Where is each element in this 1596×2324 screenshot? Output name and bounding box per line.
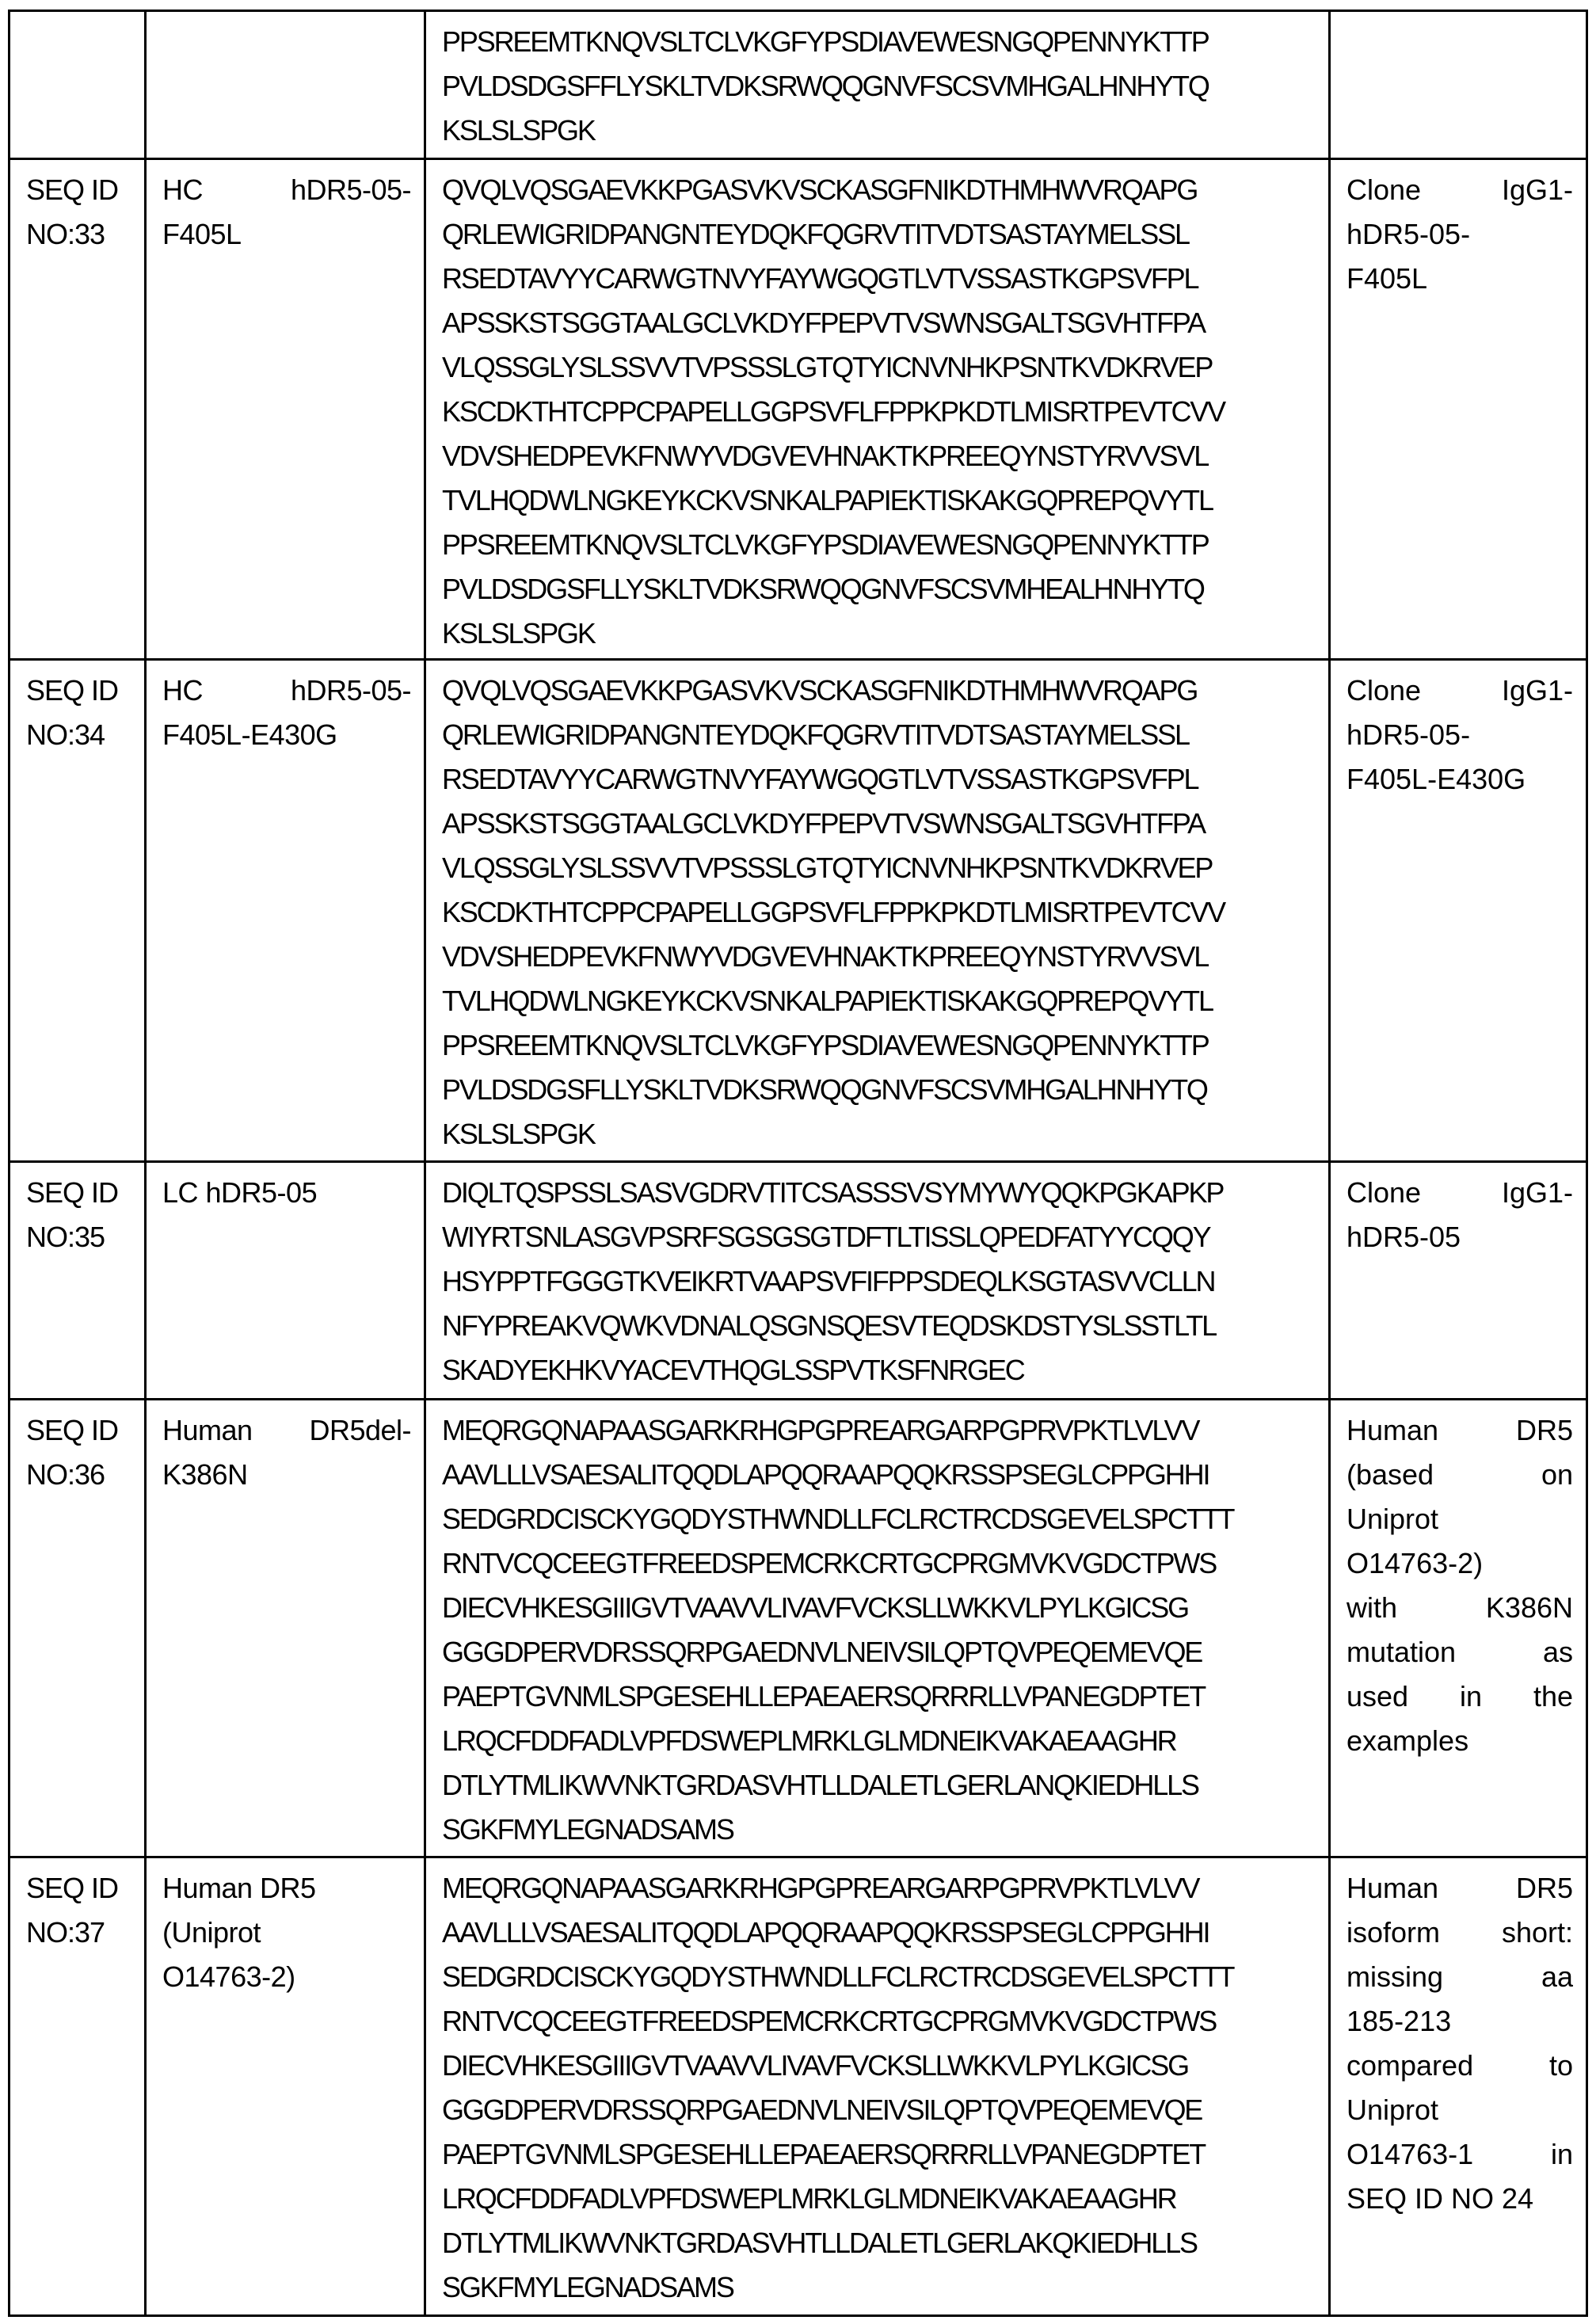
description-word: Clone	[1347, 1176, 1422, 1209]
sequence-line: KSLSLSPGK	[442, 617, 595, 650]
seq-id-cell	[10, 1857, 146, 2316]
seq-id-line: NO:36	[26, 1458, 105, 1491]
description-word: IgG1-	[1501, 674, 1573, 707]
seq-id-cell	[10, 1162, 146, 1400]
name-word: LC hDR5-05	[162, 1176, 318, 1209]
sequence-line: RSEDTAVYYCARWGTNVYFAYWGQGTLVTVSSASTKGPSVFPL	[442, 262, 1198, 295]
name-word: hDR5-05-	[290, 173, 411, 206]
amino-acid-sequence-cell	[425, 1857, 1330, 2316]
description-cell	[1330, 1162, 1587, 1400]
description-line	[1347, 713, 1573, 757]
sequence-line: APSSKSTSGGTAALGCLVKDYFPEPVTVSWNSGALTSGVHTFPA	[442, 807, 1205, 840]
sequence-line: VDVSHEDPEVKFNWYVDGVEVHNAKTKPREEQYNSTYRVVSVL	[442, 440, 1209, 472]
description-word: on	[1541, 1458, 1573, 1491]
amino-acid-sequence-cell	[425, 11, 1330, 159]
amino-acid-sequence-cell	[425, 660, 1330, 1162]
sequence-line: SGKFMYLEGNADSAMS	[442, 2271, 733, 2303]
name-line	[162, 212, 411, 257]
sequence-line: DIECVHKESGIIIGVTVAAVVLIVAVFVCKSLLWKKVLPYLKGICSG	[442, 1591, 1188, 1624]
sequence-table-body	[10, 11, 1587, 2316]
sequence-line: RSEDTAVYYCARWGTNVYFAYWGQGTLVTVSSASTKGPSVFPL	[442, 763, 1198, 795]
description-word: Clone	[1347, 674, 1422, 707]
description-word: missing	[1347, 1960, 1444, 1993]
description-word: compared	[1347, 2049, 1474, 2082]
name-line	[162, 1911, 411, 1955]
sequence-name-cell	[146, 1162, 425, 1400]
description-word: used	[1347, 1680, 1409, 1713]
table-row	[10, 1162, 1587, 1400]
sequence-line: WIYRTSNLASGVPSRFSGSGSGTDFTLTISSLQPEDFATYYCQQY	[442, 1221, 1210, 1253]
description-cell	[1330, 159, 1587, 660]
sequence-line: TVLHQDWLNGKEYKCKVSNKALPAPIEKTISKAKGQPREPQVYTL	[442, 985, 1213, 1017]
seq-id-line: NO:35	[26, 1221, 105, 1253]
description-word: with	[1347, 1591, 1398, 1624]
sequence-line: HSYPPTFGGGTKVEIKRTVAAPSVFIFPPSDEQLKSGTASVVCLLN	[442, 1265, 1215, 1297]
description-word: Human	[1347, 1414, 1439, 1446]
description-cell	[1330, 1857, 1587, 2316]
description-word: Human	[1347, 1872, 1439, 1904]
description-line	[1347, 1911, 1573, 1955]
description-line	[1347, 2177, 1573, 2221]
sequence-line: KSLSLSPGK	[442, 114, 595, 147]
seq-id-cell	[10, 11, 146, 159]
description-word: IgG1-	[1501, 1176, 1573, 1209]
sequence-line: SKADYEKHKVYACEVTHQGLSSPVTKSFNRGEC	[442, 1354, 1024, 1386]
description-word: mutation	[1347, 1636, 1457, 1668]
sequence-line: SEDGRDCISCKYGQDYSTHWNDLLFCLRCTRCDSGEVELSPCTTT	[442, 1960, 1234, 1993]
seq-id-line: SEQ ID	[26, 674, 119, 707]
name-line	[162, 1866, 411, 1911]
description-line	[1347, 257, 1573, 301]
description-line	[1347, 1955, 1573, 1999]
name-word: hDR5-05-	[290, 674, 411, 707]
description-line	[1347, 1541, 1573, 1586]
description-line	[1347, 1453, 1573, 1497]
name-word: HC	[162, 674, 203, 707]
description-word: the	[1533, 1680, 1573, 1713]
name-word: (Uniprot	[162, 1916, 261, 1949]
sequence-line: QVQLVQSGAEVKKPGASVKVSCKASGFNIKDTHMHWVRQAPG	[442, 173, 1198, 206]
sequence-line: SEDGRDCISCKYGQDYSTHWNDLLFCLRCTRCDSGEVELSPCTTT	[442, 1503, 1234, 1535]
sequence-line: MEQRGQNAPAASGARKRHGPGPREARGARPGPRVPKTLVLVV	[442, 1872, 1199, 1904]
description-cell	[1330, 11, 1587, 159]
description-line	[1347, 1999, 1573, 2044]
sequence-name-cell	[146, 1400, 425, 1857]
seq-id-line: NO:33	[26, 218, 105, 250]
description-line	[1347, 1497, 1573, 1541]
sequence-line: QRLEWIGRIDPANGNTEYDQKFQGRVTITVDTSASTAYMELSSL	[442, 218, 1189, 250]
seq-id-cell	[10, 1400, 146, 1857]
description-word: F405L-E430G	[1347, 763, 1526, 795]
name-line	[162, 168, 411, 212]
sequence-line: DTLYTMLIKWVNKTGRDASVHTLLDALETLGERLANQKIEDHLLS	[442, 1769, 1198, 1801]
sequence-line: PPSREEMTKNQVSLTCLVKGFYPSDIAVEWESNGQPENNYKTTP	[442, 25, 1209, 58]
sequence-name-cell	[146, 1857, 425, 2316]
description-word: IgG1-	[1501, 173, 1573, 206]
name-word: Human	[162, 1414, 253, 1446]
sequence-line: RNTVCQCEEGTFREEDSPEMCRKCRTGCPRGMVKVGDCTPWS	[442, 1547, 1217, 1579]
description-line	[1347, 669, 1573, 713]
description-word: hDR5-05-	[1347, 218, 1471, 250]
description-word: aa	[1541, 1960, 1573, 1993]
sequence-line: PVLDSDGSFFLYSKLTVDKSRWQQGNVFSCSVMHGALHNHYTQ	[442, 70, 1209, 102]
description-word: as	[1542, 1636, 1573, 1668]
name-line	[162, 1955, 411, 1999]
description-word: Uniprot	[1347, 2094, 1439, 2126]
description-cell	[1330, 660, 1587, 1162]
sequence-line: LRQCFDDFADLVPFDSWEPLMRKLGLMDNEIKVAKAEAAGHR	[442, 1724, 1176, 1757]
sequence-line: QRLEWIGRIDPANGNTEYDQKFQGRVTITVDTSASTAYMELSSL	[442, 718, 1189, 751]
name-line	[162, 713, 411, 757]
description-word: examples	[1347, 1724, 1469, 1757]
amino-acid-sequence-cell	[425, 1162, 1330, 1400]
description-word: in	[1550, 2138, 1573, 2170]
seq-id-cell	[10, 660, 146, 1162]
name-word: HC	[162, 173, 203, 206]
description-word: O14763-2)	[1347, 1547, 1484, 1579]
description-word: in	[1460, 1680, 1483, 1713]
description-line	[1347, 168, 1573, 212]
sequence-line: VLQSSGLYSLSSVVTVPSSSLGTQTYICNVNHKPSNTKVDKRVEP	[442, 351, 1213, 383]
name-line	[162, 1171, 411, 1215]
name-word: K386N	[162, 1458, 248, 1491]
sequence-name-cell	[146, 159, 425, 660]
sequence-line: DIECVHKESGIIIGVTVAAVVLIVAVFVCKSLLWKKVLPYLKGICSG	[442, 2049, 1188, 2082]
sequence-line: KSCDKTHTCPPCPAPELLGGPSVFLFPPKPKDTLMISRTPEVTCVV	[442, 395, 1225, 428]
description-word: isoform	[1347, 1916, 1441, 1949]
sequence-line: RNTVCQCEEGTFREEDSPEMCRKCRTGCPRGMVKVGDCTPWS	[442, 2005, 1217, 2037]
sequence-name-cell	[146, 660, 425, 1162]
description-line	[1347, 1719, 1573, 1763]
name-word: DR5del-	[309, 1414, 411, 1446]
description-line	[1347, 1630, 1573, 1674]
seq-id-line: SEQ ID	[26, 1176, 119, 1209]
table-row	[10, 660, 1587, 1162]
description-line	[1347, 1215, 1573, 1259]
description-line	[1347, 1586, 1573, 1630]
sequence-line: AAVLLLVSAESALITQQDLAPQQRAAPQQKRSSPSEGLCPPGHHI	[442, 1916, 1209, 1949]
seq-id-line: SEQ ID	[26, 1872, 119, 1904]
seq-id-line: SEQ ID	[26, 1414, 119, 1446]
sequence-line: DTLYTMLIKWVNKTGRDASVHTLLDALETLGERLAKQKIEDHLLS	[442, 2227, 1197, 2259]
seq-id-cell	[10, 159, 146, 660]
description-word: to	[1548, 2049, 1573, 2082]
sequence-line: PPSREEMTKNQVSLTCLVKGFYPSDIAVEWESNGQPENNYKTTP	[442, 1029, 1209, 1061]
table-row	[10, 159, 1587, 660]
description-word: SEQ ID NO 24	[1347, 2182, 1534, 2215]
table-row	[10, 1857, 1587, 2316]
description-word: O14763-1	[1347, 2138, 1474, 2170]
description-line	[1347, 2132, 1573, 2177]
seq-id-line	[26, 64, 131, 109]
description-line	[1347, 1866, 1573, 1911]
description-word: F405L	[1347, 262, 1428, 295]
name-word: O14763-2)	[162, 1960, 295, 1993]
sequence-line: VDVSHEDPEVKFNWYVDGVEVHNAKTKPREEQYNSTYRVVSVL	[442, 940, 1209, 973]
sequence-line: NFYPREAKVQWKVDNALQSGNSQESVTEQDSKDSTYSLSSTLTL	[442, 1309, 1216, 1342]
description-word: Clone	[1347, 173, 1422, 206]
sequence-line: LRQCFDDFADLVPFDSWEPLMRKLGLMDNEIKVAKAEAAGHR	[442, 2182, 1176, 2215]
sequence-line: PPSREEMTKNQVSLTCLVKGFYPSDIAVEWESNGQPENNYKTTP	[442, 528, 1209, 561]
sequence-line: GGGDPERVDRSSQRPGAEDNVLNEIVSILQPTQVPEQEMEVQE	[442, 1636, 1202, 1668]
sequence-line: APSSKSTSGGTAALGCLVKDYFPEPVTVSWNSGALTSGVHTFPA	[442, 307, 1205, 339]
sequence-line: GGGDPERVDRSSQRPGAEDNVLNEIVSILQPTQVPEQEMEVQE	[442, 2094, 1202, 2126]
sequence-line: DIQLTQSPSSLSASVGDRVTITCSASSSVSYMYWYQQKPGKAPKP	[442, 1176, 1224, 1209]
description-word: short:	[1501, 1916, 1573, 1949]
amino-acid-sequence-cell	[425, 1400, 1330, 1857]
sequence-line: PAEPTGVNMLSPGESEHLLEPAEAERSQRRRLLVPANEGDPTET	[442, 1680, 1206, 1713]
seq-id-line	[26, 20, 131, 64]
name-word: F405L-E430G	[162, 718, 337, 751]
description-word: (based	[1347, 1458, 1434, 1491]
seq-id-line: SEQ ID	[26, 173, 119, 206]
description-word: DR5	[1515, 1872, 1573, 1904]
description-line	[1347, 1171, 1573, 1215]
seq-id-line: NO:34	[26, 718, 105, 751]
amino-acid-sequence-cell	[425, 159, 1330, 660]
sequence-line: PVLDSDGSFLLYSKLTVDKSRWQQGNVFSCSVMHGALHNHYTQ	[442, 1073, 1207, 1106]
sequence-line: AAVLLLVSAESALITQQDLAPQQRAAPQQKRSSPSEGLCPPGHHI	[442, 1458, 1209, 1491]
sequence-line: VLQSSGLYSLSSVVTVPSSSLGTQTYICNVNHKPSNTKVDKRVEP	[442, 851, 1213, 884]
description-word: 185-213	[1347, 2005, 1452, 2037]
description-line	[1347, 757, 1573, 802]
name-word: F405L	[162, 218, 242, 250]
description-word: K386N	[1485, 1591, 1573, 1624]
name-line	[162, 669, 411, 713]
description-line	[1347, 1674, 1573, 1719]
description-word: Uniprot	[1347, 1503, 1439, 1535]
table-row	[10, 11, 1587, 159]
description-cell	[1330, 1400, 1587, 1857]
description-line	[1347, 2044, 1573, 2088]
sequence-line: SGKFMYLEGNADSAMS	[442, 1813, 733, 1846]
sequence-line: MEQRGQNAPAASGARKRHGPGPREARGARPGPRVPKTLVLVV	[442, 1414, 1199, 1446]
description-line	[1347, 1408, 1573, 1453]
description-word: DR5	[1515, 1414, 1573, 1446]
description-word: hDR5-05-	[1347, 718, 1471, 751]
description-word: hDR5-05	[1347, 1221, 1461, 1253]
description-line	[1347, 212, 1573, 257]
name-line	[162, 1453, 411, 1497]
table-row	[10, 1400, 1587, 1857]
sequence-line: PVLDSDGSFLLYSKLTVDKSRWQQGNVFSCSVMHEALHNHYTQ	[442, 573, 1204, 605]
sequence-table	[8, 10, 1588, 2317]
sequence-line: QVQLVQSGAEVKKPGASVKVSCKASGFNIKDTHMHWVRQAPG	[442, 674, 1198, 707]
name-word: Human DR5	[162, 1872, 316, 1904]
name-line	[162, 1408, 411, 1453]
sequence-line: KSLSLSPGK	[442, 1118, 595, 1150]
sequence-name-cell	[146, 11, 425, 159]
description-line	[1347, 2088, 1573, 2132]
sequence-line: PAEPTGVNMLSPGESEHLLEPAEAERSQRRRLLVPANEGDPTET	[442, 2138, 1206, 2170]
seq-id-line: NO:37	[26, 1916, 105, 1949]
sequence-line: TVLHQDWLNGKEYKCKVSNKALPAPIEKTISKAKGQPREPQVYTL	[442, 484, 1213, 516]
sequence-line: KSCDKTHTCPPCPAPELLGGPSVFLFPPKPKDTLMISRTPEVTCVV	[442, 896, 1225, 928]
